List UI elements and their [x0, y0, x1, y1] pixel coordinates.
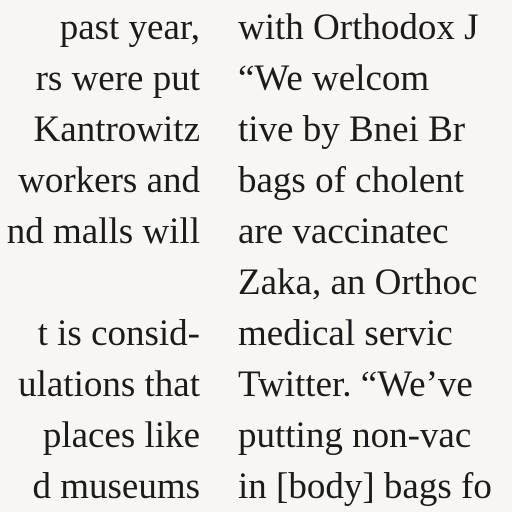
text-line: nd malls will — [6, 211, 200, 252]
text-line: Twitter. “We’ve — [238, 364, 473, 405]
text-line: places like — [42, 415, 200, 456]
text-line: with Orthodox J — [238, 7, 479, 48]
right-column — [238, 0, 512, 512]
text-line: t is consid- — [37, 313, 200, 354]
text-line: Zaka, an Orthoc — [238, 262, 478, 303]
text-line: past year, — [59, 7, 200, 48]
text-line: rs were put — [35, 58, 200, 99]
text-line: bags of cholent — [238, 160, 465, 201]
text-line: workers and — [18, 160, 200, 201]
left-column — [0, 0, 200, 512]
text-line: “We welcom — [238, 58, 430, 99]
text-line: are vaccinatec — [238, 211, 449, 252]
text-line: Kantrowitz — [33, 109, 200, 150]
text-line: tive by Bnei Br — [238, 109, 466, 150]
text-line: putting non-vac — [238, 415, 472, 456]
text-line: d museums — [32, 466, 200, 507]
text-line: ulations that — [18, 364, 200, 405]
text-line: in [body] bags fo — [238, 466, 492, 507]
text-line: medical servic — [238, 313, 453, 354]
